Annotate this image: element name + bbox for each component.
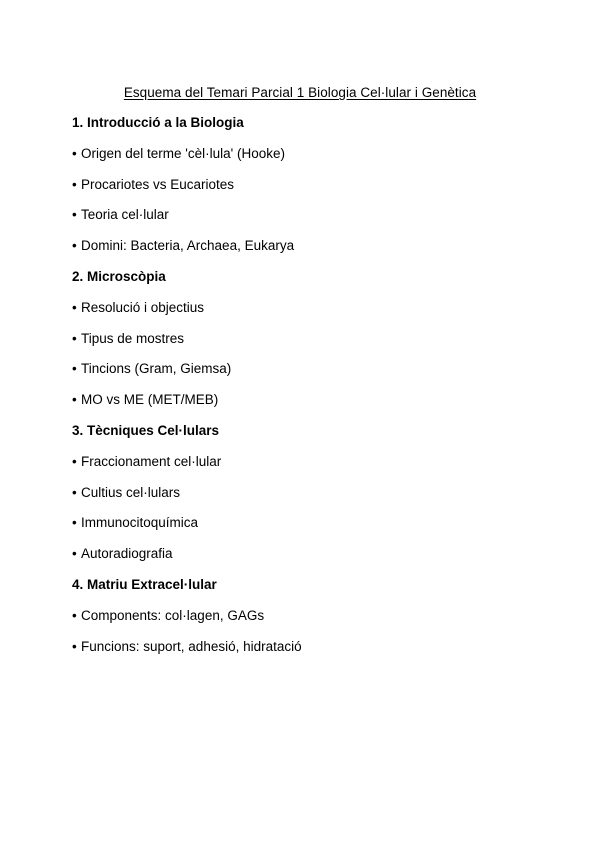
list-item <box>72 545 542 563</box>
bullet-icon: • <box>72 484 77 500</box>
bullet-icon: • <box>72 176 77 192</box>
bullet-list <box>72 299 542 409</box>
list-item-text: Cultius cel·lulars <box>81 484 181 500</box>
bullet-icon: • <box>72 607 77 623</box>
bullet-icon: • <box>72 546 77 562</box>
list-item-text: Components: col·lagen, GAGs <box>81 607 265 623</box>
list-item <box>72 360 542 378</box>
bullet-icon: • <box>72 330 77 346</box>
bullet-icon: • <box>72 453 77 469</box>
list-item-text: Funcions: suport, adhesió, hidratació <box>81 638 302 654</box>
section-heading: 4. Matriu Extracel·lular <box>72 576 217 592</box>
list-item-text: MO vs ME (MET/MEB) <box>81 392 219 408</box>
list-item-text: Tipus de mostres <box>81 330 185 346</box>
list-item <box>72 607 542 625</box>
bullet-list <box>72 145 542 255</box>
bullet-list <box>72 607 542 656</box>
list-item <box>72 176 542 194</box>
section-matriu-extracellular <box>72 576 542 656</box>
list-item-text: Resolució i objectius <box>81 299 205 315</box>
bullet-icon: • <box>72 207 77 223</box>
section-tecniques-cellulars <box>72 422 542 563</box>
list-item-text: Immunocitoquímica <box>81 515 199 531</box>
list-item <box>72 206 542 224</box>
list-item-text: Autoradiografia <box>81 546 173 562</box>
section-microscopia <box>72 268 542 409</box>
list-item <box>72 299 542 317</box>
list-item <box>72 391 542 409</box>
list-item-text: Tincions (Gram, Giemsa) <box>81 361 232 377</box>
list-item <box>72 330 542 348</box>
list-item-text: Fraccionament cel·lular <box>81 453 222 469</box>
section-heading: 1. Introducció a la Biologia <box>72 115 244 130</box>
list-item <box>72 453 542 471</box>
section-heading: 3. Tècniques Cel·lulars <box>72 422 220 438</box>
document-title: Esquema del Temari Parcial 1 Biologia Cel·lular i Genètica <box>123 85 477 100</box>
list-item <box>72 514 542 532</box>
list-item-text: Procariotes vs Eucariotes <box>81 176 235 192</box>
list-item <box>72 237 542 255</box>
bullet-icon: • <box>72 299 77 315</box>
bullet-icon: • <box>72 638 77 654</box>
bullet-list <box>72 453 542 563</box>
list-item-text: Teoria cel·lular <box>81 207 169 223</box>
list-item-text: Origen del terme 'cèl·lula' (Hooke) <box>81 145 285 161</box>
document-content <box>72 114 542 668</box>
section-introduccio <box>72 114 542 255</box>
bullet-icon: • <box>72 145 77 161</box>
bullet-icon: • <box>72 515 77 531</box>
list-item <box>72 638 542 656</box>
bullet-icon: • <box>72 361 77 377</box>
list-item-text: Domini: Bacteria, Archaea, Eukarya <box>81 238 295 254</box>
list-item <box>72 145 542 163</box>
bullet-icon: • <box>72 238 77 254</box>
section-heading: 2. Microscòpia <box>72 268 166 284</box>
list-item <box>72 484 542 502</box>
bullet-icon: • <box>72 392 77 408</box>
